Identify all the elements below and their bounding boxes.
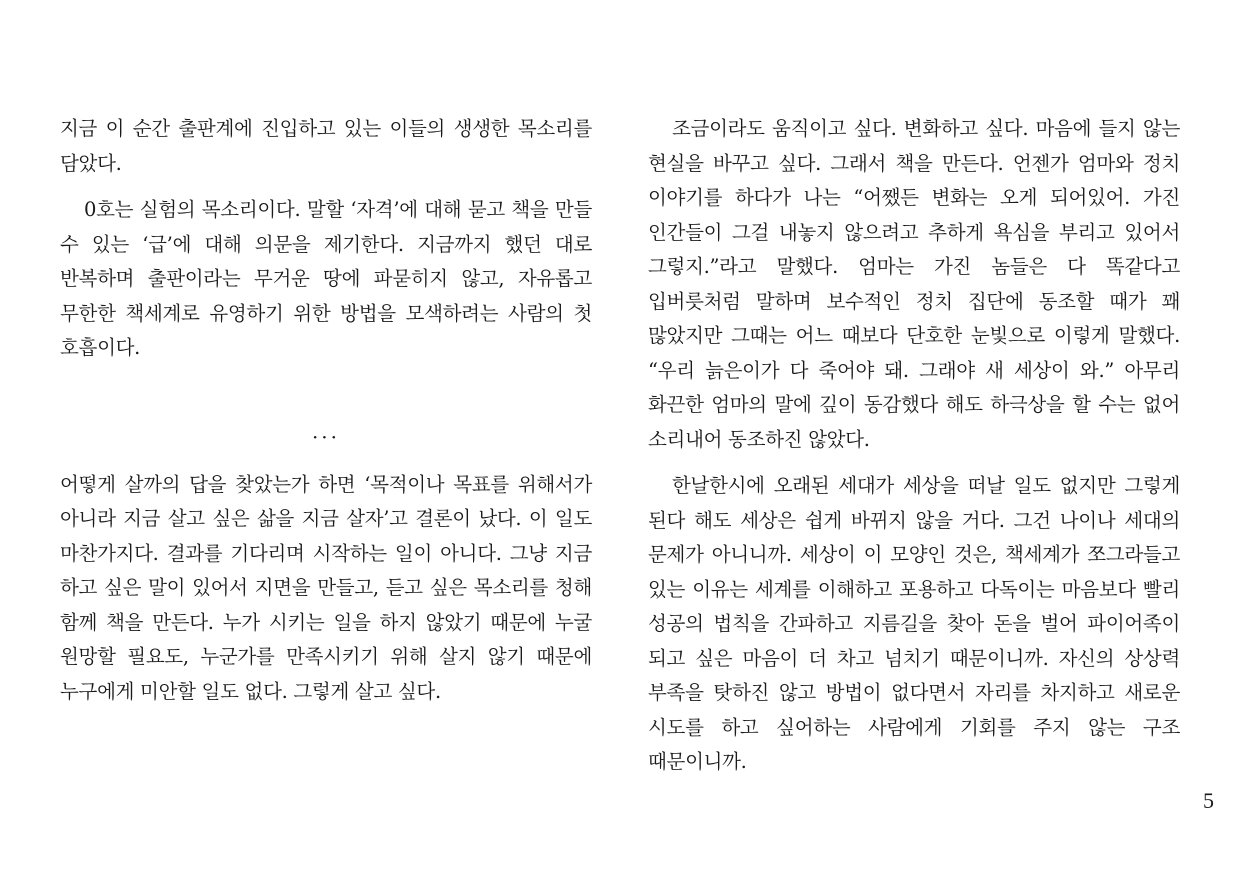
page-number: 5	[1203, 788, 1214, 813]
right-paragraph-1: 조금이라도 움직이고 싶다. 변화하고 싶다. 마음에 들지 않는 현실을 바꾸고 싶다. 그래서 책을 만든다. 언젠가 엄마와 정치 이야기를 하다가 나는 “어쨌든 변화는 오게 되어있어. 가진 인간들이 그걸 내놓지 않으려고 추하게 욕심을 부리고 있어서 그렇지.”라고 말했다. 엄마는 가진 놈들은 다 똑같다고 입버릇처럼 말하며 보수적인 정치 집단에 동조할 때가 꽤 많았지만 그때는 어느 때보다 단호한 눈빛으로 이렇게 말했다. “우리 늙은이가 다 죽어야 돼. 그래야 새 세상이 와.” 아무리 화끈한 엄마의 말에 깊이 동감했다 해도 하극상을 할 수는 없어 소리내어 동조하진 않았다.	[648, 117, 1180, 451]
left-paragraph-2: 0호는 실험의 목소리이다. 말할 ‘자격’에 대해 묻고 책을 만들 수 있는 ‘급’에 대해 의문을 제기한다. 지금까지 했던 대로 반복하며 출판이라는 무거운 땅에 파묻히지 않고, 자유롭고 무한한 책세계로 유영하기 위한 방법을 모색하려는 사람의 첫 호흡이다.	[60, 198, 592, 359]
left-paragraph-1: 지금 이 순간 출판계에 진입하고 있는 이들의 생생한 목소리를 담았다.	[60, 117, 592, 175]
right-paragraph-2: 한날한시에 오래된 세대가 세상을 떠날 일도 없지만 그렇게 된다 해도 세상은 쉽게 바뀌지 않을 거다. 그건 나이나 세대의 문제가 아니니까. 세상이 이 모양인 것은, 책세계가 쪼그라들고 있는 이유는 세계를 이해하고 포용하고 다독이는 마음보다 빨리 성공의 법칙을 간파하고 지름길을 찾아 돈을 벌어 파이어족이 되고 싶은 마음이 더 차고 넘치기 때문이니까. 자신의 상상력 부족을 탓하진 않고 방법이 없다면서 자리를 차지하고 새로운 시도를 하고 싶어하는 사람에게 기회를 주지 않는 구조 때문이니까.	[648, 474, 1180, 773]
section-divider: ···	[311, 424, 341, 449]
left-paragraph-3: 어떻게 살까의 답을 찾았는가 하면 ‘목적이나 목표를 위해서가 아니라 지금 살고 싶은 삶을 지금 살자’고 결론이 났다. 이 일도 마찬가지다. 결과를 기다리며 시작하는 일이 아니다. 그냥 지금 하고 싶은 말이 있어서 지면을 만들고, 듣고 싶은 목소리를 청해 함께 책을 만든다. 누가 시키는 일을 하지 않았기 때문에 누굴 원망할 필요도, 누군가를 만족시키기 위해 살지 않기 때문에 누구에게 미안할 일도 없다. 그렇게 살고 싶다.	[60, 472, 592, 703]
left-column	[60, 112, 592, 721]
right-column	[648, 112, 1180, 792]
